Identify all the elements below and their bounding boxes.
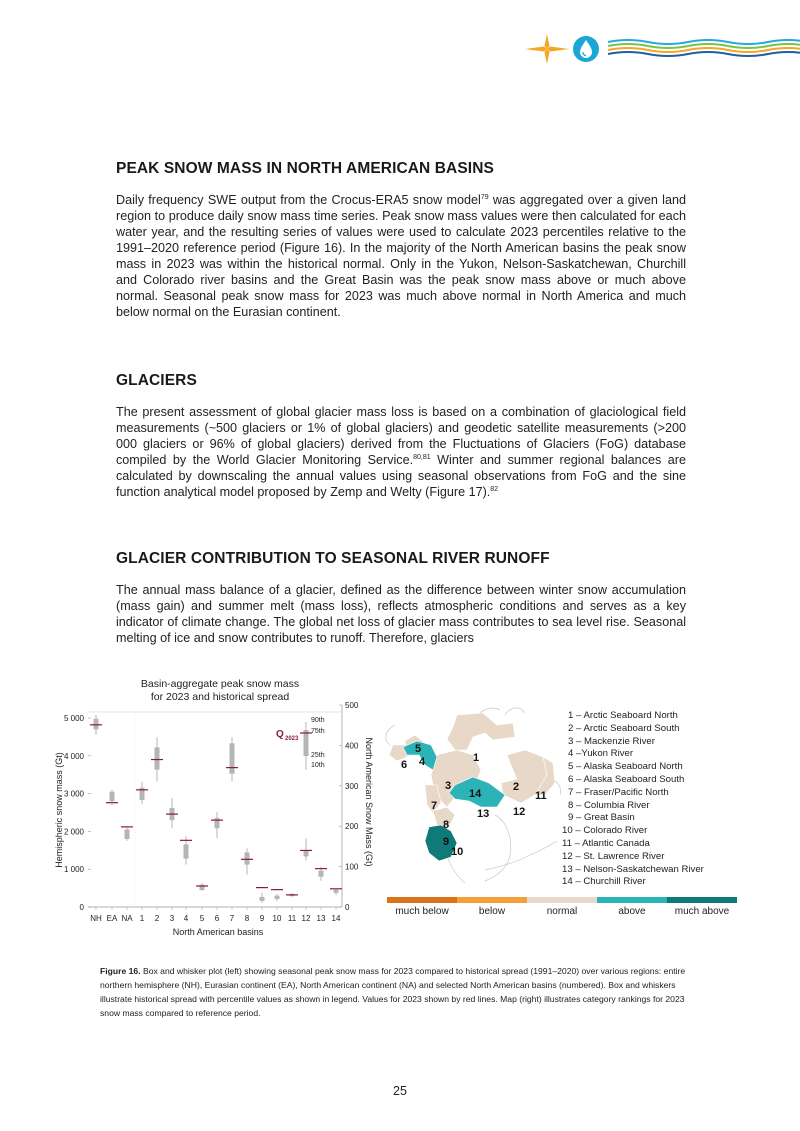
left-y-axis-label: Hemispheric snow mass (Gt) [54,752,64,868]
left-tick-label: 5 000 [63,714,84,723]
x-tick-label: 4 [183,914,189,923]
right-tick-label: 0 [345,903,350,912]
legend-percentile-p25: 25th [311,752,325,759]
basin-legend-item: 4 –Yukon River [568,748,634,760]
region-label-13: 13 [477,808,490,820]
right-y-axis-label: North American Snow Mass (Gt) [364,737,374,867]
region-label-1: 1 [473,752,480,764]
left-tick-label: 1 000 [63,865,84,875]
x-tick-label: 5 [199,914,205,923]
basin-legend-item: 9 – Great Basin [568,812,635,824]
compass-star-icon [525,34,569,64]
left-tick-label: 2 000 [63,827,84,837]
water-drop-icon [573,36,599,62]
section-heading-peak-snow-mass: PEAK SNOW MASS IN NORTH AMERICAN BASINS [116,160,494,177]
x-tick-label: 1 [139,914,145,923]
basin-legend-item: 10 – Colorado River [562,825,648,837]
category-label: much below [395,906,449,917]
x-tick-label: EA [106,914,118,923]
region-normal-fill [389,713,555,827]
box [334,890,339,893]
x-tick-label: 12 [301,914,311,923]
x-tick-label: 9 [259,914,265,923]
right-tick-label: 400 [345,741,359,751]
section-body-peak-snow-mass [116,192,686,320]
category-swatch-below [457,897,527,903]
region-label-8: 8 [443,819,450,831]
region-label-10: 10 [451,846,464,858]
region-label-7: 7 [431,800,438,812]
region-label-3: 3 [445,780,452,792]
left-tick-label: 0 [79,903,84,912]
body-text: was aggregated over a given land region to produce daily snow mass time series. Peak snow mass values were then calculated for each water year, and the resulting series of values were used to calculate 2023 percentiles relative to the 1991–2020 reference period (Figure 16). In the majority of the North American basins the peak snow mass in 2023 was within the historical normal. Only in the Yukon, Nelson-Saskatchewan, Churchill and Colorado river basins and the Great Basin was the peak snow mass above or much above normal. Seasonal peak snow mass for 2023 was much above normal in North America and much below normal on the Eurasian continent. [116,193,686,319]
region-label-2: 2 [513,781,520,793]
region-label-11: 11 [535,790,547,802]
legend-q2023-label: Q [276,729,284,740]
section-heading-glaciers: GLACIERS [116,372,197,389]
section-body-glacier-runoff [116,582,686,646]
figure-caption-label: Figure 16. [100,966,141,976]
category-swatch-much-above [667,897,737,903]
x-tick-label: NH [90,914,102,923]
category-labels [387,906,737,917]
wave-lines-icon [608,40,800,56]
x-tick-label: 3 [169,914,175,923]
category-swatch-above [597,897,667,903]
body-text: The annual mass balance of a glacier, defined as the difference between winter snow accumulation (mass gain) and summer melt (mass loss), reflects atmospheric conditions and serves as a key indicator of climate change. The global net loss of glacier mass contributes to sea level rise. Seasonal melting of ice and snow contributes to runoff. Therefore, glaciers [116,583,686,645]
basin-legend-item: 3 – Mackenzie River [568,735,655,747]
legend-percentile-p90: 90th [311,717,325,724]
category-swatch-much-below [387,897,457,903]
footnote-ref[interactable]: 79 [480,194,489,201]
body-text: Winter and summer regional balances are calculated by downscaling the annual values using seasonal observations from FoG and the sine function analytical model proposed by Zemp and Welty (Figure 17). [116,453,686,499]
box [319,871,324,877]
basin-legend-item: 2 – Arctic Seaboard South [568,722,680,734]
x-tick-label: 14 [331,914,341,923]
right-tick-label: 100 [345,862,359,872]
box [184,844,189,858]
box [304,850,309,856]
chart-title-line-1: Basin-aggregate peak snow mass [140,678,300,690]
x-tick-label: 13 [316,914,326,923]
x-tick-label: NA [121,914,133,923]
basin-legend-item: 14 – Churchill River [562,876,646,888]
category-label: much above [674,906,730,917]
region-label-5: 5 [415,743,422,755]
x-tick-label: 2 [154,914,160,923]
basin-legend-item: 13 – Nelson-Saskatchewan River [562,863,704,875]
north-america-basins-map [385,695,565,890]
x-tick-label: 10 [272,914,282,923]
region-label-12: 12 [513,806,526,818]
figure-caption-text: Box and whisker plot (left) showing seasonal peak snow mass for 2023 compared to historical spread (1991–2020) over various regions: entire northern hemisphere (NH), Eurasian continent (EA), North American continent (NA) and selected North American basins (numbered). Box and whiskers illustrate historical spread with percentile values as shown in legend. Values for 2023 shown by red lines. Map (right) illustrates category rankings for 2023 snow mass compared to reference period. [100,966,686,1018]
basin-legend-item: 8 – Columbia River [568,799,650,811]
box [245,852,250,864]
right-tick-label: 200 [345,822,359,832]
basin-legend-list [562,710,704,889]
box [230,743,235,773]
right-tick-label: 300 [345,781,359,791]
x-axis-label: North American basins [172,927,264,937]
category-label: above [618,906,646,917]
box [155,747,160,769]
legend-percentile-p75: 75th [311,728,325,735]
x-tick-label: 6 [214,914,220,923]
region-label-14: 14 [469,788,482,800]
region-label-4: 4 [419,756,426,768]
basin-legend-item: 12 – St. Lawrence River [562,850,665,862]
box [125,830,130,839]
basin-legend-item: 7 – Fraser/Pacific North [568,786,669,798]
legend-q2023-sub: 2023 [285,736,299,742]
x-tick-label: 7 [229,914,235,923]
legend-percentile-p10: 10th [311,762,325,769]
category-color-bar [387,897,737,903]
basin-legend-item: 5 – Alaska Seaboard North [568,761,683,773]
category-label: below [478,906,506,917]
basin-legend-item: 1 – Arctic Seaboard North [568,710,678,721]
header-logo [520,28,800,68]
x-tick-label: 11 [287,914,297,923]
left-tick-label: 3 000 [63,789,84,799]
region-label-6: 6 [401,759,408,771]
section-body-glaciers [116,404,686,500]
box [275,896,280,899]
right-tick-label: 500 [345,701,359,710]
footnote-ref[interactable]: 82 [490,486,499,493]
body-text: Daily frequency SWE output from the Crocus-ERA5 snow model [116,193,481,207]
left-tick-label: 4 000 [63,751,84,761]
x-tick-label: 8 [244,914,250,923]
box [110,792,115,801]
box [94,719,99,730]
body-text: The present assessment of global glacier mass loss is based on a combination of glaciological field measurements (~500 glaciers or 1% of global glaciers) and geodetic satellite measurements (>200 000 glaciers or 96% of global glaciers) derived from the Fluctuations of Glaciers (FoG) database compiled by the World Glacier Monitoring Service. [116,405,686,467]
box-plot-chart [40,695,380,945]
section-heading-glacier-runoff: GLACIER CONTRIBUTION TO SEASONAL RIVER RUNOFF [116,550,550,567]
page-number: 25 [393,1084,407,1098]
box [260,897,265,901]
basin-legend-item: 6 – Alaska Seaboard South [568,773,685,785]
basin-legend-item: 11 – Atlantic Canada [562,837,650,849]
region-label-9: 9 [443,836,450,848]
category-label: normal [546,906,578,917]
chart-title-line-2: for 2023 and historical spread [150,691,290,703]
category-swatch-normal [527,897,597,903]
footnote-ref[interactable]: 80,81 [413,454,431,461]
figure-caption [100,964,700,1020]
legend-box [304,730,309,756]
